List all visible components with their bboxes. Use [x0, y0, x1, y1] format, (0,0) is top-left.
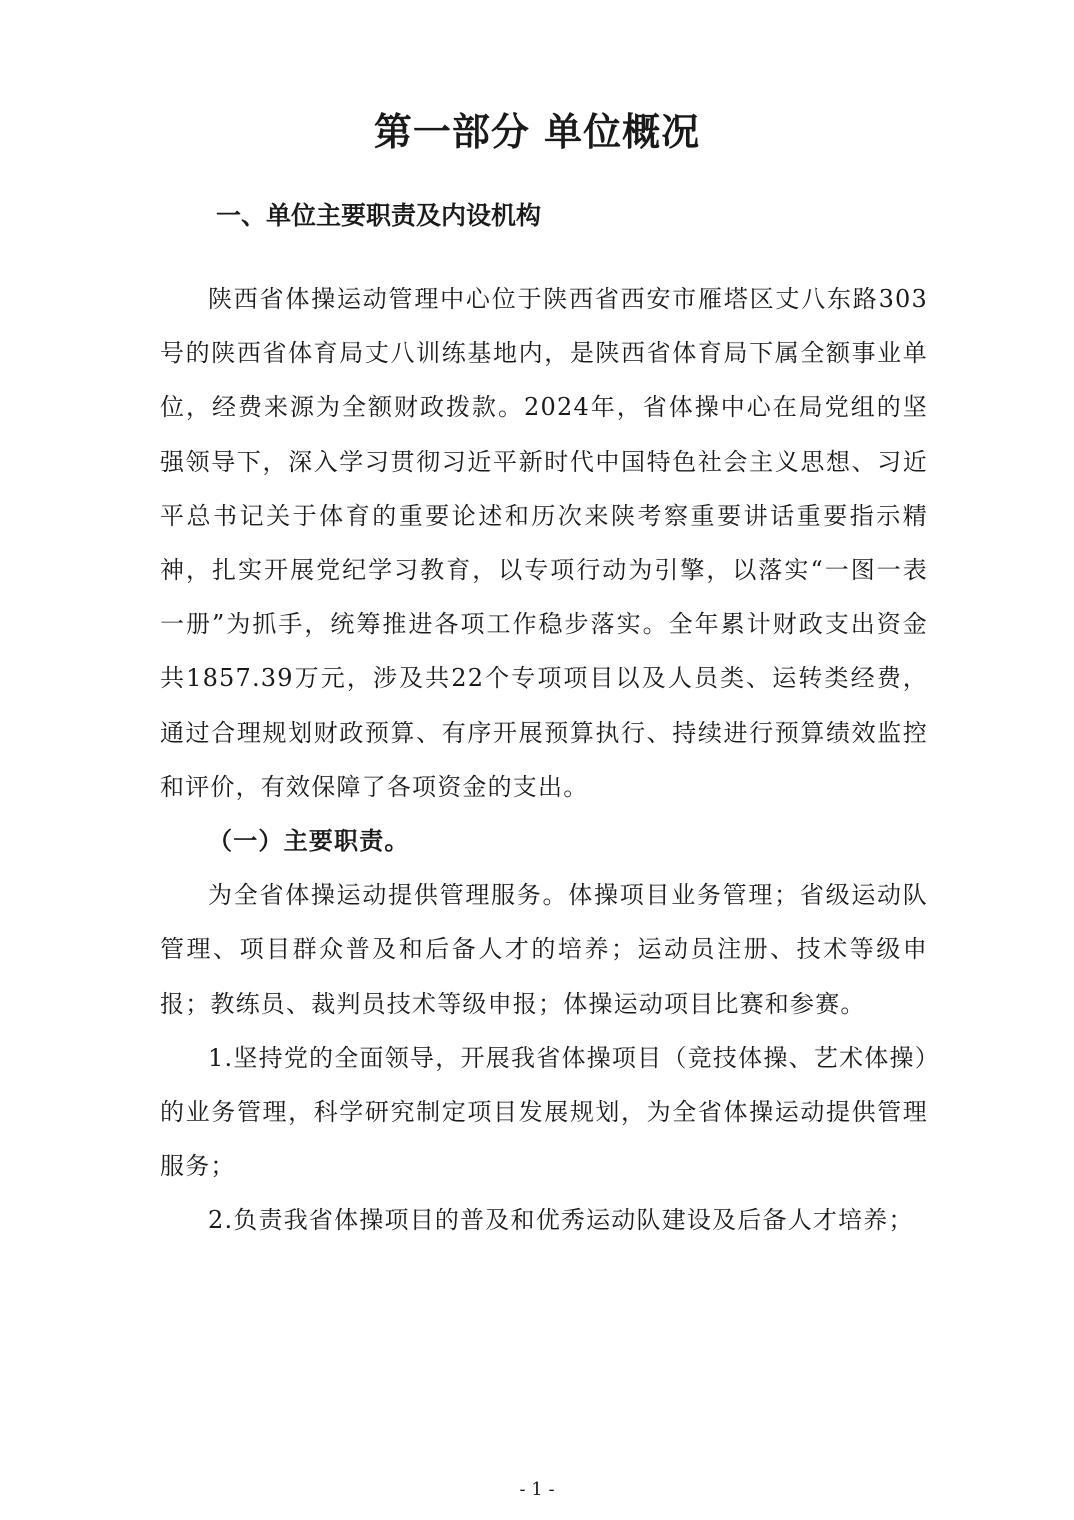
- duties-paragraph: 为全省体操运动提供管理服务。体操项目业务管理；省级运动队管理、项目群众普及和后备人才的培养；运动员注册、技术等级申报；教练员、裁判员技术等级申报；体操运动项目比赛和参赛。: [160, 881, 928, 1018]
- page-number: - 1 -: [519, 1479, 555, 1500]
- page-title: 第一部分 单位概况: [373, 110, 701, 154]
- duty-item-2: 2.负责我省体操项目的普及和优秀运动队建设及后备人才培养；: [208, 1206, 914, 1235]
- section-heading: 一、单位主要职责及内设机构: [216, 201, 542, 230]
- duty-item-1: 1.坚持党的全面领导，开展我省体操项目（竞技体操、艺术体操）的业务管理，科学研究制定项目发展规划，为全省体操运动提供管理服务；: [160, 1043, 928, 1181]
- main-duties-subheading: （一）主要职责。: [208, 827, 410, 856]
- document-body: [160, 272, 928, 1248]
- intro-paragraph: 陕西省体操运动管理中心位于陕西省西安市雁塔区丈八东路303号的陕西省体育局丈八训练基地内，是陕西省体育局下属全额事业单位，经费来源为全额财政拨款。2024年，省体操中心在局党组的坚强领导下，深入学习贯彻习近平新时代中国特色社会主义思想、习近平总书记关于体育的重要论述和历次来陕考察重要讲话重要指示精神，扎实开展党纪学习教育，以专项行动为引擎，以落实“一图一表一册”为抓手，统筹推进各项工作稳步落实。全年累计财政支出资金共1857.39万元，涉及共22个专项项目以及人员类、运转类经费，通过合理规划财政预算、有序开展预算执行、持续进行预算绩效监控和评价，有效保障了各项资金的支出。: [160, 285, 928, 801]
